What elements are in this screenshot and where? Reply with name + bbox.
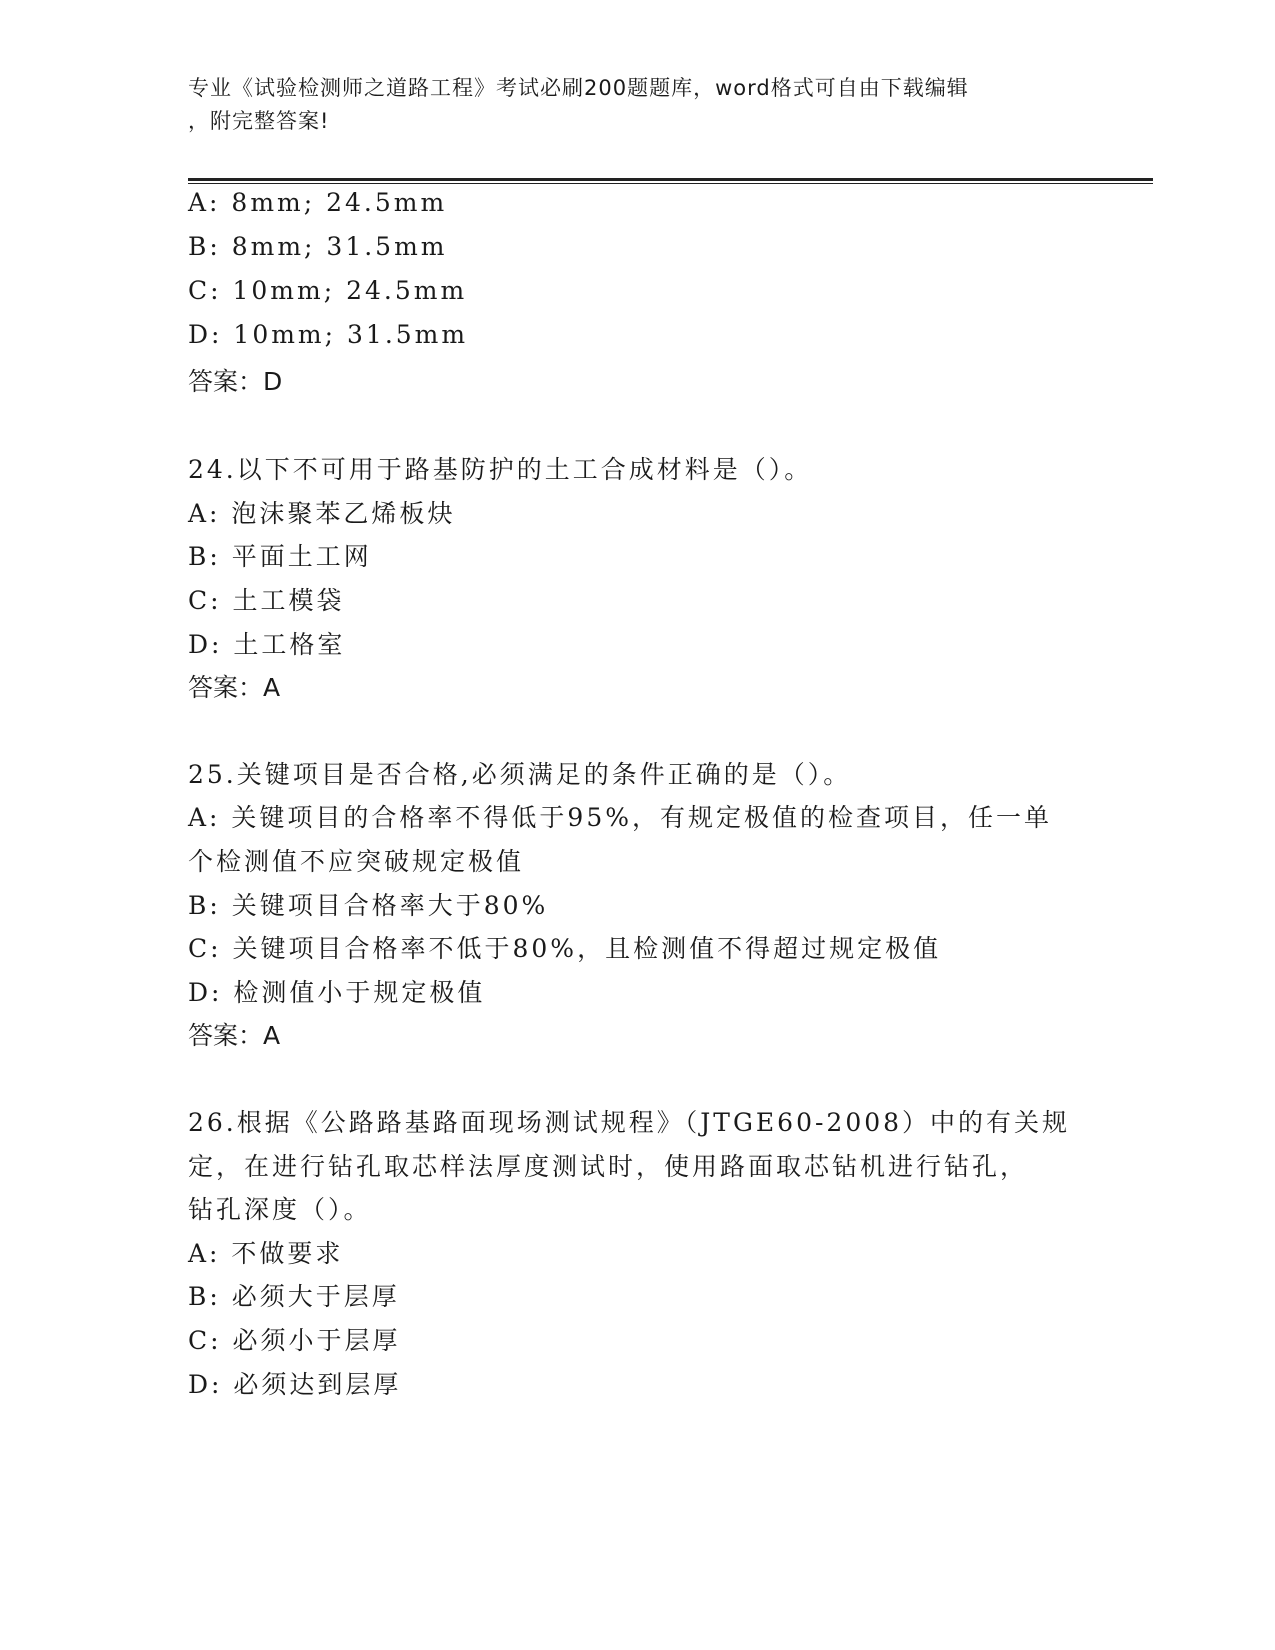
option-c: C: 土工模袋 xyxy=(188,586,345,615)
option-a: A: 不做要求 xyxy=(188,1239,344,1268)
option-d: D: 必须达到层厚 xyxy=(188,1370,402,1399)
question-text: 25.关键项目是否合格,必须满足的条件正确的是（）。 xyxy=(188,760,852,789)
header-title-line1: 专业《试验检测师之道路工程》考试必刷200题题库，word格式可自由下载编辑 xyxy=(188,76,969,100)
header-divider-thick xyxy=(188,178,1153,181)
option-c: C: 10mm; 24.5mm xyxy=(188,276,468,305)
header-divider-thin xyxy=(188,183,1153,184)
question-text: 钻孔深度（）。 xyxy=(188,1195,372,1224)
option-c: C: 必须小于层厚 xyxy=(188,1326,401,1355)
option-a: A: 泡沫聚苯乙烯板炔 xyxy=(188,499,456,528)
option-b: B: 关键项目合格率大于80% xyxy=(188,891,549,920)
option-b: B: 必须大于层厚 xyxy=(188,1282,400,1311)
question-text: 24.以下不可用于路基防护的土工合成材料是（）。 xyxy=(188,455,813,484)
option-b: B: 平面土工网 xyxy=(188,542,372,571)
option-d: D: 10mm; 31.5mm xyxy=(188,320,469,349)
option-a: A: 关键项目的合格率不得低于95%，有规定极值的检查项目，任一单 xyxy=(188,803,1052,832)
option-d: D: 土工格室 xyxy=(188,630,346,659)
question-text: 26.根据《公路路基路面现场测试规程》（JTGE60-2008）中的有关规 xyxy=(188,1108,1071,1137)
answer-label: 答案：A xyxy=(188,1021,281,1050)
question-text: 定，在进行钻孔取芯样法厚度测试时，使用路面取芯钻机进行钻孔， xyxy=(188,1152,1029,1181)
option-d: D: 检测值小于规定极值 xyxy=(188,978,486,1007)
option-b: B: 8mm; 31.5mm xyxy=(188,232,448,261)
page-header xyxy=(188,72,1088,138)
answer-label: 答案：D xyxy=(188,367,283,396)
option-a-continuation: 个检测值不应突破规定极值 xyxy=(188,847,525,876)
option-a: A: 8mm; 24.5mm xyxy=(188,188,448,217)
option-c: C: 关键项目合格率不低于80%，且检测值不得超过规定极值 xyxy=(188,934,942,963)
answer-label: 答案：A xyxy=(188,673,281,702)
header-title-line2: ，附完整答案! xyxy=(188,109,330,133)
